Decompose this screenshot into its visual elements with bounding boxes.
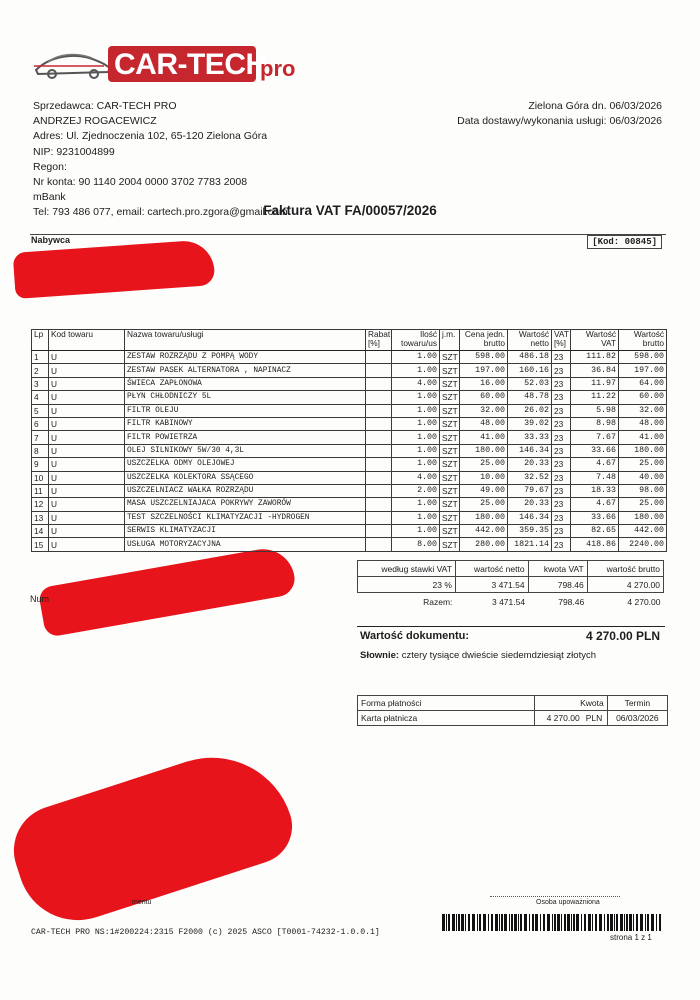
cell-lp: 12 [32,498,49,511]
cell-nazwa: TEST SZCZELNOŚCI KLIMATYZACJI -HYDROGEN [125,511,366,524]
cell-vat: 23 [552,525,571,538]
cell-lp: 15 [32,538,49,551]
cell-brutto: 48.00 [619,417,667,430]
items-body [32,351,667,552]
cell-ilosc: 1.00 [392,364,440,377]
cell-rabat [366,458,392,471]
cell-cena: 25.00 [460,458,508,471]
cell-wart-vat: 5.98 [571,404,619,417]
cell-vat: 23 [552,498,571,511]
cell-wart-vat: 111.82 [571,351,619,364]
cell-ilosc: 1.00 [392,458,440,471]
cell-kod: U [49,458,125,471]
cell-vat: 23 [552,511,571,524]
vat-header-row [358,561,664,577]
cell-kod: U [49,484,125,497]
col-jm: j.m. [440,330,460,351]
cell-nazwa: OLEJ SILNIKOWY 5W/30 4,3L [125,444,366,457]
document-value-label: Wartość dokumentu: [360,630,469,642]
cell-nazwa: PŁYN CHŁODNICZY 5L [125,391,366,404]
cell-netto: 146.34 [508,444,552,457]
cell-wart-vat: 8.98 [571,417,619,430]
software-info: CAR-TECH PRO NS:1#200224:2315 F2000 (c) 2025 ASCO [T0001-74232-1.0.0.1] [31,928,380,937]
cell-rabat [366,484,392,497]
seller-bank: mBank [33,191,66,204]
amount-in-words [360,650,596,661]
cell-brutto: 25.00 [619,458,667,471]
vat-rate: 23 % [358,577,456,593]
cell-kod: U [49,404,125,417]
pay-term: 06/03/2026 [607,711,667,726]
pay-currency: PLN [583,711,608,726]
cell-jm: SZT [440,391,460,404]
cell-lp: 9 [32,458,49,471]
cell-rabat [366,525,392,538]
cell-netto: 52.03 [508,377,552,390]
vat-rate-row [358,577,664,593]
cell-brutto: 442.00 [619,525,667,538]
table-row [32,391,667,404]
cell-wart-vat: 11.22 [571,391,619,404]
table-row [32,377,667,390]
cell-cena: 16.00 [460,377,508,390]
col-rabat: Rabat [%] [366,330,392,351]
cell-wart-vat: 11.97 [571,377,619,390]
seller-nip: NIP: 9231004899 [33,145,115,158]
cell-brutto: 32.00 [619,404,667,417]
cell-vat: 23 [552,377,571,390]
cell-vat: 23 [552,417,571,430]
cell-lp: 10 [32,471,49,484]
buyer-divider [30,234,666,235]
cell-rabat [366,471,392,484]
cell-netto: 1821.14 [508,538,552,551]
cell-wart-vat: 4.67 [571,458,619,471]
cell-wart-vat: 18.33 [571,484,619,497]
cell-netto: 486.18 [508,351,552,364]
cell-nazwa: ŚWIECA ZAPŁONOWA [125,377,366,390]
cell-netto: 146.34 [508,511,552,524]
cell-vat: 23 [552,364,571,377]
cell-ilosc: 1.00 [392,391,440,404]
cell-vat: 23 [552,458,571,471]
seller-owner: ANDRZEJ ROGACEWICZ [33,115,157,128]
col-nazwa: Nazwa towaru/usługi [125,330,366,351]
cell-cena: 49.00 [460,484,508,497]
cell-rabat [366,511,392,524]
cell-lp: 5 [32,404,49,417]
razem-brutto: 4 270.00 [627,597,661,607]
cell-netto: 32.52 [508,471,552,484]
cell-cena: 598.00 [460,351,508,364]
cell-ilosc: 4.00 [392,377,440,390]
cell-jm: SZT [440,377,460,390]
cell-lp: 8 [32,444,49,457]
pay-amount: 4 270.00 [535,711,583,726]
cell-nazwa: USZCZELKA ODMY OLEJOWEJ [125,458,366,471]
cell-kod: U [49,471,125,484]
cell-netto: 33.33 [508,431,552,444]
cell-nazwa: ZESTAW PASEK ALTERNATORA , NAPINACZ [125,364,366,377]
vat-total-row [358,593,664,612]
col-cena: Cena jedn. brutto [460,330,508,351]
table-row [32,538,667,551]
table-row [32,431,667,444]
table-row [32,498,667,511]
cell-netto: 79.67 [508,484,552,497]
cell-ilosc: 4.00 [392,471,440,484]
payment-table [357,695,668,726]
pay-h-amount: Kwota [535,696,608,711]
cell-nazwa: SERWIS KLIMATYZACJI [125,525,366,538]
cell-brutto: 598.00 [619,351,667,364]
table-row [32,444,667,457]
cell-ilosc: 2.00 [392,484,440,497]
vat-h-brutto: wartość brutto [587,561,663,577]
cell-kod: U [49,351,125,364]
cell-vat: 23 [552,444,571,457]
razem-vat: 798.46 [558,597,585,607]
signature-line [490,896,620,897]
cell-kod: U [49,364,125,377]
cell-vat: 23 [552,351,571,364]
cell-netto: 26.02 [508,404,552,417]
cell-nazwa: FILTR KABINOWY [125,417,366,430]
cell-rabat [366,391,392,404]
vat-netto: 3 471.54 [455,577,528,593]
cell-rabat [366,444,392,457]
cell-jm: SZT [440,511,460,524]
cell-ilosc: 1.00 [392,404,440,417]
col-wart-vat: Wartość VAT [571,330,619,351]
cell-lp: 4 [32,391,49,404]
cell-netto: 48.78 [508,391,552,404]
cell-ilosc: 1.00 [392,351,440,364]
document-value-amount: 4 270.00 PLN [585,629,660,643]
cell-netto: 39.02 [508,417,552,430]
cell-jm: SZT [440,351,460,364]
seller-name: Sprzedawca: CAR-TECH PRO [33,100,177,112]
cell-vat: 23 [552,431,571,444]
table-row [32,484,667,497]
redaction-signature [2,736,302,935]
vat-h-vat: kwota VAT [528,561,587,577]
company-logo [34,40,304,90]
payment-header-row [358,696,668,711]
pay-h-form: Forma płatności [358,696,535,711]
cell-netto: 20.33 [508,458,552,471]
cell-wart-vat: 418.86 [571,538,619,551]
cell-jm: SZT [440,417,460,430]
cell-vat: 23 [552,484,571,497]
barcode-icon [442,914,662,931]
items-table [31,329,667,552]
cell-netto: 359.35 [508,525,552,538]
signature-fragment: mentu [132,899,152,906]
cell-lp: 2 [32,364,49,377]
cell-vat: 23 [552,538,571,551]
cell-ilosc: 1.00 [392,417,440,430]
table-row [32,404,667,417]
cell-wart-vat: 33.66 [571,511,619,524]
dates-block [457,99,662,129]
cell-wart-vat: 33.66 [571,444,619,457]
cell-netto: 160.16 [508,364,552,377]
seller-regon: Regon: [33,160,67,173]
buyer-label: Nabywca [31,235,71,245]
col-vat: VAT [%] [552,330,571,351]
cell-ilosc: 8.00 [392,538,440,551]
cell-brutto: 98.00 [619,484,667,497]
cell-kod: U [49,444,125,457]
cell-cena: 60.00 [460,391,508,404]
cell-vat: 23 [552,391,571,404]
table-row [32,364,667,377]
cell-rabat [366,404,392,417]
cell-kod: U [49,417,125,430]
cell-nazwa: USŁUGA MOTORYZACYJNA [125,538,366,551]
razem-netto: 3 471.54 [491,597,526,607]
cell-brutto: 25.00 [619,498,667,511]
cell-brutto: 197.00 [619,364,667,377]
cell-jm: SZT [440,471,460,484]
cell-rabat [366,351,392,364]
cell-lp: 3 [32,377,49,390]
cell-cena: 180.00 [460,444,508,457]
cell-lp: 14 [32,525,49,538]
vat-brutto: 4 270.00 [587,577,663,593]
seller-account: Nr konta: 90 1140 2004 0000 3702 7783 2008 [33,176,248,189]
invoice-title: Faktura VAT FA/00057/2026 [263,203,437,218]
cell-nazwa: FILTR OLEJU [125,404,366,417]
cell-rabat [366,431,392,444]
cell-jm: SZT [440,498,460,511]
cell-cena: 442.00 [460,525,508,538]
cell-kod: U [49,511,125,524]
cell-kod: U [49,391,125,404]
cell-jm: SZT [440,458,460,471]
table-row [32,458,667,471]
cell-nazwa: USZCZELKA KOLEKTORA SSĄCEGO [125,471,366,484]
table-row [32,525,667,538]
col-ilosc: Ilość towaru/us [392,330,440,351]
table-row [32,471,667,484]
payment-row [358,711,668,726]
col-netto: Wartość netto [508,330,552,351]
cell-brutto: 64.00 [619,377,667,390]
table-row [32,351,667,364]
cell-cena: 10.00 [460,471,508,484]
table-row [32,511,667,524]
page-number: strona 1 z 1 [610,933,652,942]
col-lp: Lp [32,330,49,351]
cell-lp: 11 [32,484,49,497]
cell-ilosc: 1.00 [392,525,440,538]
vat-h-rate: według stawki VAT [358,561,456,577]
cell-jm: SZT [440,404,460,417]
razem-label: Razem: [423,597,453,607]
cell-cena: 25.00 [460,498,508,511]
vat-h-netto: wartość netto [455,561,528,577]
cell-jm: SZT [440,484,460,497]
cell-ilosc: 1.00 [392,431,440,444]
col-brutto: Wartość brutto [619,330,667,351]
cell-brutto: 60.00 [619,391,667,404]
cell-kod: U [49,377,125,390]
cell-nazwa: MASA USZCZELNIAJACA POKRYWY ZAWORÓW [125,498,366,511]
logo-brand-text: CAR-TECH [114,48,267,81]
cell-lp: 13 [32,511,49,524]
slownie-label: Słownie: [360,650,400,661]
cell-kod: U [49,525,125,538]
cell-wart-vat: 36.84 [571,364,619,377]
cell-cena: 41.00 [460,431,508,444]
cell-kod: U [49,498,125,511]
cell-brutto: 180.00 [619,511,667,524]
delivery-date: Data dostawy/wykonania usługi: 06/03/2026 [457,115,662,128]
cell-wart-vat: 82.65 [571,525,619,538]
cell-vat: 23 [552,404,571,417]
cell-lp: 7 [32,431,49,444]
cell-kod: U [49,431,125,444]
cell-wart-vat: 7.67 [571,431,619,444]
cell-nazwa: FILTR POWIETRZA [125,431,366,444]
cell-rabat [366,538,392,551]
car-silhouette-icon [34,44,114,84]
cell-brutto: 2240.00 [619,538,667,551]
cell-cena: 32.00 [460,404,508,417]
redaction-buyer [13,239,216,299]
cell-lp: 1 [32,351,49,364]
document-value-divider [357,626,665,627]
cell-rabat [366,498,392,511]
cell-jm: SZT [440,364,460,377]
pay-form: Karta płatnicza [358,711,535,726]
cell-ilosc: 1.00 [392,511,440,524]
cell-brutto: 41.00 [619,431,667,444]
cell-kod: U [49,538,125,551]
slownie-value: cztery tysiące dwieście siedemdziesiąt złotych [401,650,596,661]
vat-summary-table [357,560,664,611]
cell-jm: SZT [440,444,460,457]
cell-rabat [366,417,392,430]
cell-brutto: 180.00 [619,444,667,457]
items-header-row [32,330,667,351]
cell-jm: SZT [440,431,460,444]
cell-wart-vat: 4.67 [571,498,619,511]
cell-rabat [366,364,392,377]
issue-place-date: Zielona Góra dn. 06/03/2026 [528,100,662,112]
logo-suffix-text: pro [260,56,296,81]
cell-brutto: 40.00 [619,471,667,484]
cell-cena: 180.00 [460,511,508,524]
cell-ilosc: 1.00 [392,444,440,457]
table-row [32,417,667,430]
cell-vat: 23 [552,471,571,484]
cell-jm: SZT [440,525,460,538]
cell-nazwa: ZESTAW ROZRZĄDU Z POMPĄ WODY [125,351,366,364]
vat-amount: 798.46 [528,577,587,593]
cell-cena: 197.00 [460,364,508,377]
cell-netto: 20.33 [508,498,552,511]
cell-ilosc: 1.00 [392,498,440,511]
pay-h-term: Termin [607,696,667,711]
cell-rabat [366,377,392,390]
margin-fragment: Num [30,594,50,604]
cell-jm: SZT [440,538,460,551]
redaction-receiver [38,544,298,638]
col-kod: Kod towaru [49,330,125,351]
cell-cena: 48.00 [460,417,508,430]
seller-contact: Tel: 793 486 077, email: cartech.pro.zgora@gmail.com [33,206,288,219]
seller-address: Adres: Ul. Zjednoczenia 102, 65-120 Zielona Góra [33,130,268,143]
cell-cena: 280.00 [460,538,508,551]
cell-lp: 6 [32,417,49,430]
buyer-code: [Kod: 00845] [587,235,662,249]
cell-wart-vat: 7.48 [571,471,619,484]
cell-nazwa: USZCZELNIACZ WAŁKA ROZRZĄDU [125,484,366,497]
signature-label: Osoba upoważniona [536,899,600,906]
